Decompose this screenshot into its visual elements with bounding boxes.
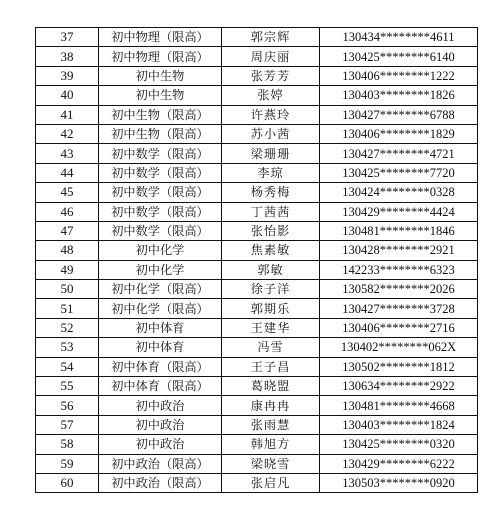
table-row [36, 221, 478, 240]
name-cell: 张启凡 [222, 473, 320, 492]
row-number-cell: 53 [36, 338, 99, 357]
name-cell: 张雨慧 [222, 415, 320, 434]
id-number-cell: 130429********6222 [320, 454, 478, 473]
table-row [36, 183, 478, 202]
subject-cell: 初中化学（限高） [99, 299, 222, 318]
row-number-cell: 42 [36, 124, 99, 143]
table-row [36, 260, 478, 279]
subject-cell: 初中物理（限高） [99, 47, 222, 66]
name-cell: 丁茜茜 [222, 202, 320, 221]
id-number-cell: 130402********062X [320, 338, 478, 357]
id-number-cell: 130406********2716 [320, 318, 478, 337]
table-row [36, 454, 478, 473]
subject-cell: 初中数学（限高） [99, 221, 222, 240]
row-number-cell: 59 [36, 454, 99, 473]
id-number-cell: 130503********0920 [320, 473, 478, 492]
name-cell: 王子昌 [222, 357, 320, 376]
name-cell: 张婷 [222, 86, 320, 105]
subject-cell: 初中化学 [99, 241, 222, 260]
name-cell: 葛晓盟 [222, 377, 320, 396]
name-cell: 梁晓雪 [222, 454, 320, 473]
id-number-cell: 130403********1824 [320, 415, 478, 434]
table-row [36, 396, 478, 415]
row-number-cell: 49 [36, 260, 99, 279]
table-row [36, 202, 478, 221]
id-number-cell: 130427********3728 [320, 299, 478, 318]
subject-cell: 初中数学（限高） [99, 183, 222, 202]
subject-cell: 初中政治 [99, 415, 222, 434]
table-row [36, 124, 478, 143]
table-row [36, 318, 478, 337]
id-number-cell: 130425********0320 [320, 435, 478, 454]
id-number-cell: 130634********2922 [320, 377, 478, 396]
name-cell: 张怡影 [222, 221, 320, 240]
subject-cell: 初中物理（限高） [99, 28, 222, 47]
table-row [36, 338, 478, 357]
table-row [36, 105, 478, 124]
id-number-cell: 130425********7720 [320, 163, 478, 182]
name-cell: 徐子洋 [222, 280, 320, 299]
id-number-cell: 130425********6140 [320, 47, 478, 66]
subject-cell: 初中化学（限高） [99, 280, 222, 299]
roster-table-container [35, 27, 477, 493]
table-row [36, 357, 478, 376]
subject-cell: 初中政治（限高） [99, 454, 222, 473]
name-cell: 郭敏 [222, 260, 320, 279]
subject-cell: 初中体育 [99, 338, 222, 357]
id-number-cell: 130481********4668 [320, 396, 478, 415]
name-cell: 韩旭方 [222, 435, 320, 454]
row-number-cell: 47 [36, 221, 99, 240]
name-cell: 苏小茜 [222, 124, 320, 143]
subject-cell: 初中体育 [99, 318, 222, 337]
id-number-cell: 142233********6323 [320, 260, 478, 279]
row-number-cell: 38 [36, 47, 99, 66]
name-cell: 梁珊珊 [222, 144, 320, 163]
table-row [36, 473, 478, 492]
subject-cell: 初中体育（限高） [99, 357, 222, 376]
table-row [36, 280, 478, 299]
row-number-cell: 50 [36, 280, 99, 299]
row-number-cell: 48 [36, 241, 99, 260]
table-row [36, 241, 478, 260]
subject-cell: 初中生物 [99, 66, 222, 85]
name-cell: 郭宗辉 [222, 28, 320, 47]
table-row [36, 144, 478, 163]
id-number-cell: 130502********1812 [320, 357, 478, 376]
row-number-cell: 60 [36, 473, 99, 492]
row-number-cell: 52 [36, 318, 99, 337]
name-cell: 康冉冉 [222, 396, 320, 415]
subject-cell: 初中生物（限高） [99, 124, 222, 143]
id-number-cell: 130428********2921 [320, 241, 478, 260]
row-number-cell: 40 [36, 86, 99, 105]
row-number-cell: 51 [36, 299, 99, 318]
row-number-cell: 56 [36, 396, 99, 415]
subject-cell: 初中政治（限高） [99, 473, 222, 492]
table-row [36, 435, 478, 454]
subject-cell: 初中数学（限高） [99, 163, 222, 182]
table-row [36, 47, 478, 66]
id-number-cell: 130424********0328 [320, 183, 478, 202]
subject-cell: 初中政治 [99, 396, 222, 415]
name-cell: 许燕玲 [222, 105, 320, 124]
id-number-cell: 130481********1846 [320, 221, 478, 240]
table-row [36, 28, 478, 47]
table-row [36, 163, 478, 182]
subject-cell: 初中数学（限高） [99, 202, 222, 221]
subject-cell: 初中数学（限高） [99, 144, 222, 163]
row-number-cell: 54 [36, 357, 99, 376]
row-number-cell: 57 [36, 415, 99, 434]
name-cell: 王建华 [222, 318, 320, 337]
table-row [36, 415, 478, 434]
id-number-cell: 130406********1829 [320, 124, 478, 143]
subject-cell: 初中生物 [99, 86, 222, 105]
name-cell: 李琼 [222, 163, 320, 182]
id-number-cell: 130403********1826 [320, 86, 478, 105]
name-cell: 冯雪 [222, 338, 320, 357]
roster-table [35, 27, 478, 493]
row-number-cell: 45 [36, 183, 99, 202]
id-number-cell: 130434********4611 [320, 28, 478, 47]
table-row [36, 377, 478, 396]
row-number-cell: 43 [36, 144, 99, 163]
row-number-cell: 46 [36, 202, 99, 221]
subject-cell: 初中政治 [99, 435, 222, 454]
id-number-cell: 130582********2026 [320, 280, 478, 299]
name-cell: 周庆丽 [222, 47, 320, 66]
row-number-cell: 39 [36, 66, 99, 85]
table-row [36, 299, 478, 318]
id-number-cell: 130427********6788 [320, 105, 478, 124]
row-number-cell: 55 [36, 377, 99, 396]
name-cell: 郭期乐 [222, 299, 320, 318]
id-number-cell: 130427********4721 [320, 144, 478, 163]
row-number-cell: 44 [36, 163, 99, 182]
name-cell: 焦素敏 [222, 241, 320, 260]
subject-cell: 初中生物（限高） [99, 105, 222, 124]
id-number-cell: 130429********4424 [320, 202, 478, 221]
subject-cell: 初中化学 [99, 260, 222, 279]
name-cell: 杨秀梅 [222, 183, 320, 202]
table-row [36, 86, 478, 105]
row-number-cell: 41 [36, 105, 99, 124]
subject-cell: 初中体育（限高） [99, 377, 222, 396]
name-cell: 张芳芳 [222, 66, 320, 85]
roster-table-body [36, 28, 478, 493]
id-number-cell: 130406********1222 [320, 66, 478, 85]
row-number-cell: 37 [36, 28, 99, 47]
table-row [36, 66, 478, 85]
row-number-cell: 58 [36, 435, 99, 454]
